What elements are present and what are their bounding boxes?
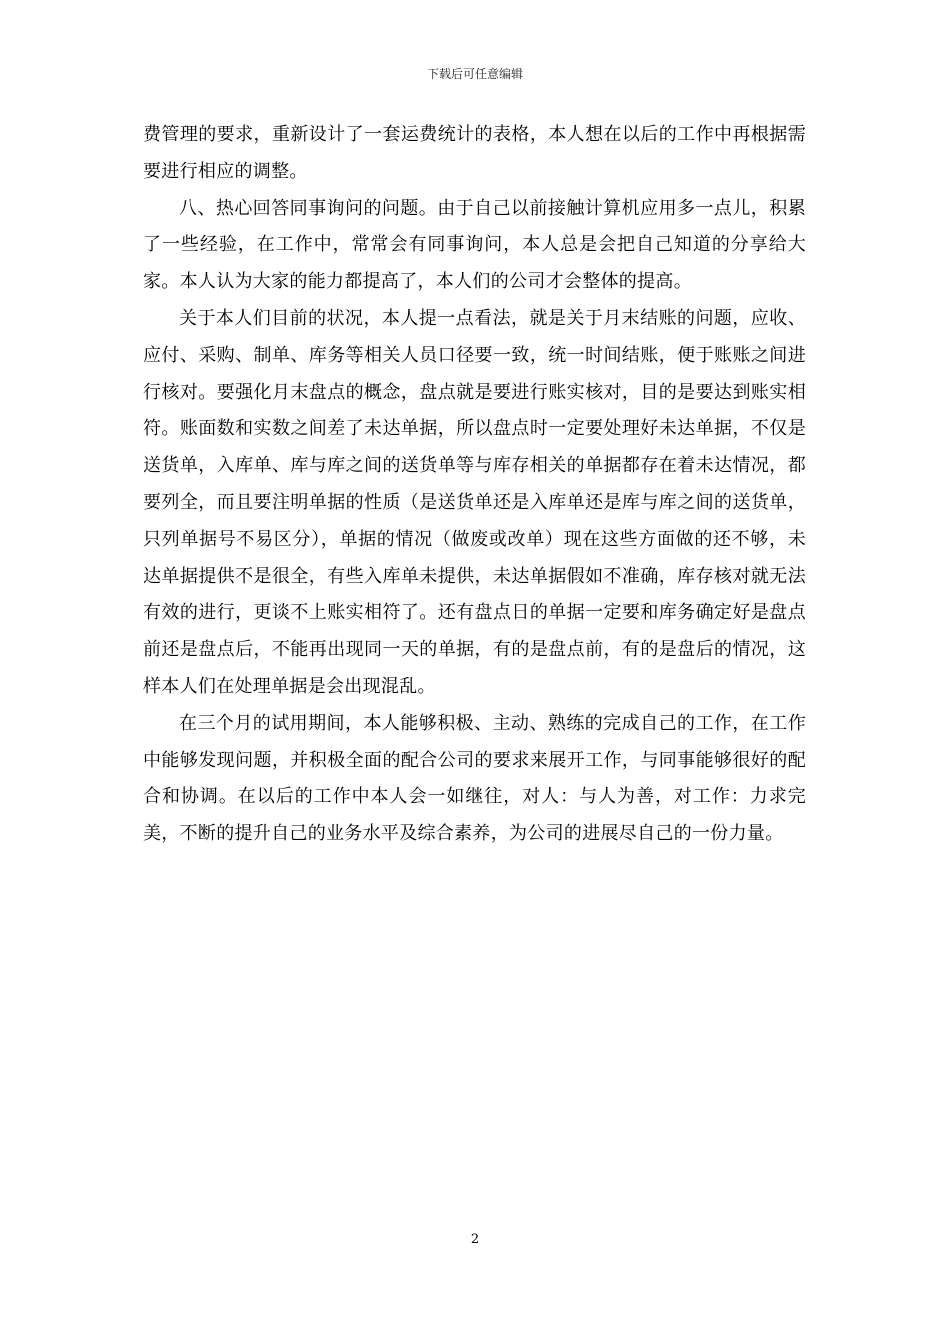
- page-header: 下载后可任意编辑: [426, 67, 523, 81]
- paragraph-item-eight: 八、热心回答同事询问的问题。由于自己以前接触计算机应用多一点儿，积累了一些经验，在工作中，常常会有同事询问，本人总是会把自己知道的分享给大家。本人认为大家的能力都提高了，本人们的公司才会整体的提高。: [143, 197, 806, 293]
- paragraph-month-end-closing: 关于本人们目前的状况，本人提一点看法，就是关于月末结账的问题，应收、应付、采购、制单、库务等相关人员口径要一致，统一时间结账，便于账账之间进行核对。要强化月末盘点的概念，盘点就是要进行账实核对，目的是要达到账实相符。账面数和实数之间差了未达单据，所以盘点时一定要处理好未达单据，不仅是送货单，入库单、库与库之间的送货单等与库存相关的单据都存在着未达情况，都要列全，而且要注明单据的性质（是送货单还是入库单还是库与库之间的送货单，只列单据号不易区分），单据的情况（做废或改单）现在这些方面做的还不够，未达单据提供不是很全，有些入库单未提供，未达单据假如不准确，库存核对就无法有效的进行，更谈不上账实相符了。还有盘点日的单据一定要和库务确定好是盘点前还是盘点后，不能再出现同一天的单据，有的是盘点前，有的是盘后的情况，这样本人们在处理单据是会出现混乱。: [143, 307, 806, 697]
- paragraph-continued: 费管理的要求，重新设计了一套运费统计的表格，本人想在以后的工作中再根据需要进行相应的调整。: [143, 124, 806, 182]
- page-number: 2: [470, 1232, 480, 1247]
- document-body: [143, 117, 806, 853]
- paragraph-conclusion: 在三个月的试用期间，本人能够积极、主动、熟练的完成自己的工作，在工作中能够发现问题，并积极全面的配合公司的要求来展开工作，与同事能够很好的配合和协调。在以后的工作中本人会一如继往，对人：与人为善，对工作：力求完美，不断的提升自己的业务水平及综合素养，为公司的进展尽自己的一份力量。: [143, 712, 806, 845]
